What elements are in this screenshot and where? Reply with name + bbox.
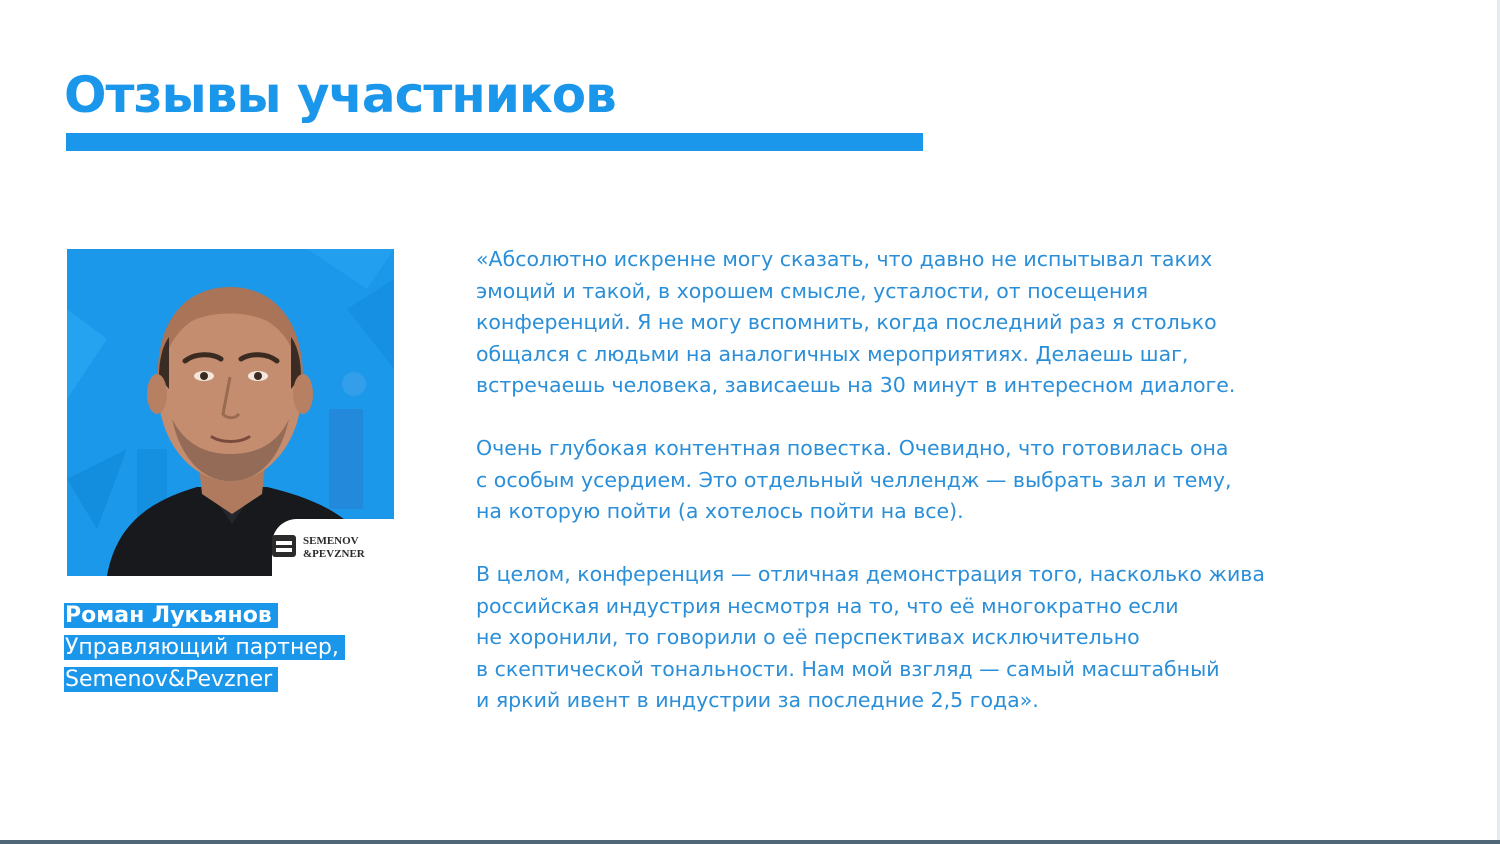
quote-paragraph-2: Очень глубокая контентная повестка. Очевидно, что готовилась она с особым усердием. Это отдельный челлендж — выбрать зал и тему, на которую пойти (а хотелось пойти на все). [476, 436, 1232, 523]
slide-title: Отзывы участников [64, 66, 616, 124]
semenov-pevzner-logo [272, 535, 366, 560]
quote-paragraph-3: В целом, конференция — отличная демонстрация того, насколько жива российская индустрия несмотря на то, что её многократно если не хоронили, то говорили о её перспективах исключительно в скептической тональности. Нам мой взгляд — самый масштабный и яркий ивент в индустрии за последние 2,5 года». [476, 562, 1265, 712]
author-company: Semenov&Pevzner [64, 667, 278, 692]
title-underline [66, 133, 923, 151]
logo-line2: &PEVZNER [303, 548, 365, 560]
logo-line1: SEMENOV [303, 535, 359, 547]
testimonial-quote [476, 244, 1376, 748]
quote-paragraph-1: «Абсолютно искренне могу сказать, что давно не испытывал таких эмоций и такой, в хорошем смысле, усталости, от посещения конференций. Я не могу вспомнить, когда последний раз я столько общался с людьми на аналогичных мероприятиях. Делаешь шаг, встречаешь человека, зависаешь на 30 минут в интересном диалоге. [476, 247, 1236, 397]
author-caption [64, 600, 404, 696]
author-name: Роман Лукьянов [64, 603, 278, 628]
author-role: Управляющий партнер, [64, 635, 345, 660]
bottom-border [0, 840, 1500, 844]
author-photo [67, 249, 394, 576]
